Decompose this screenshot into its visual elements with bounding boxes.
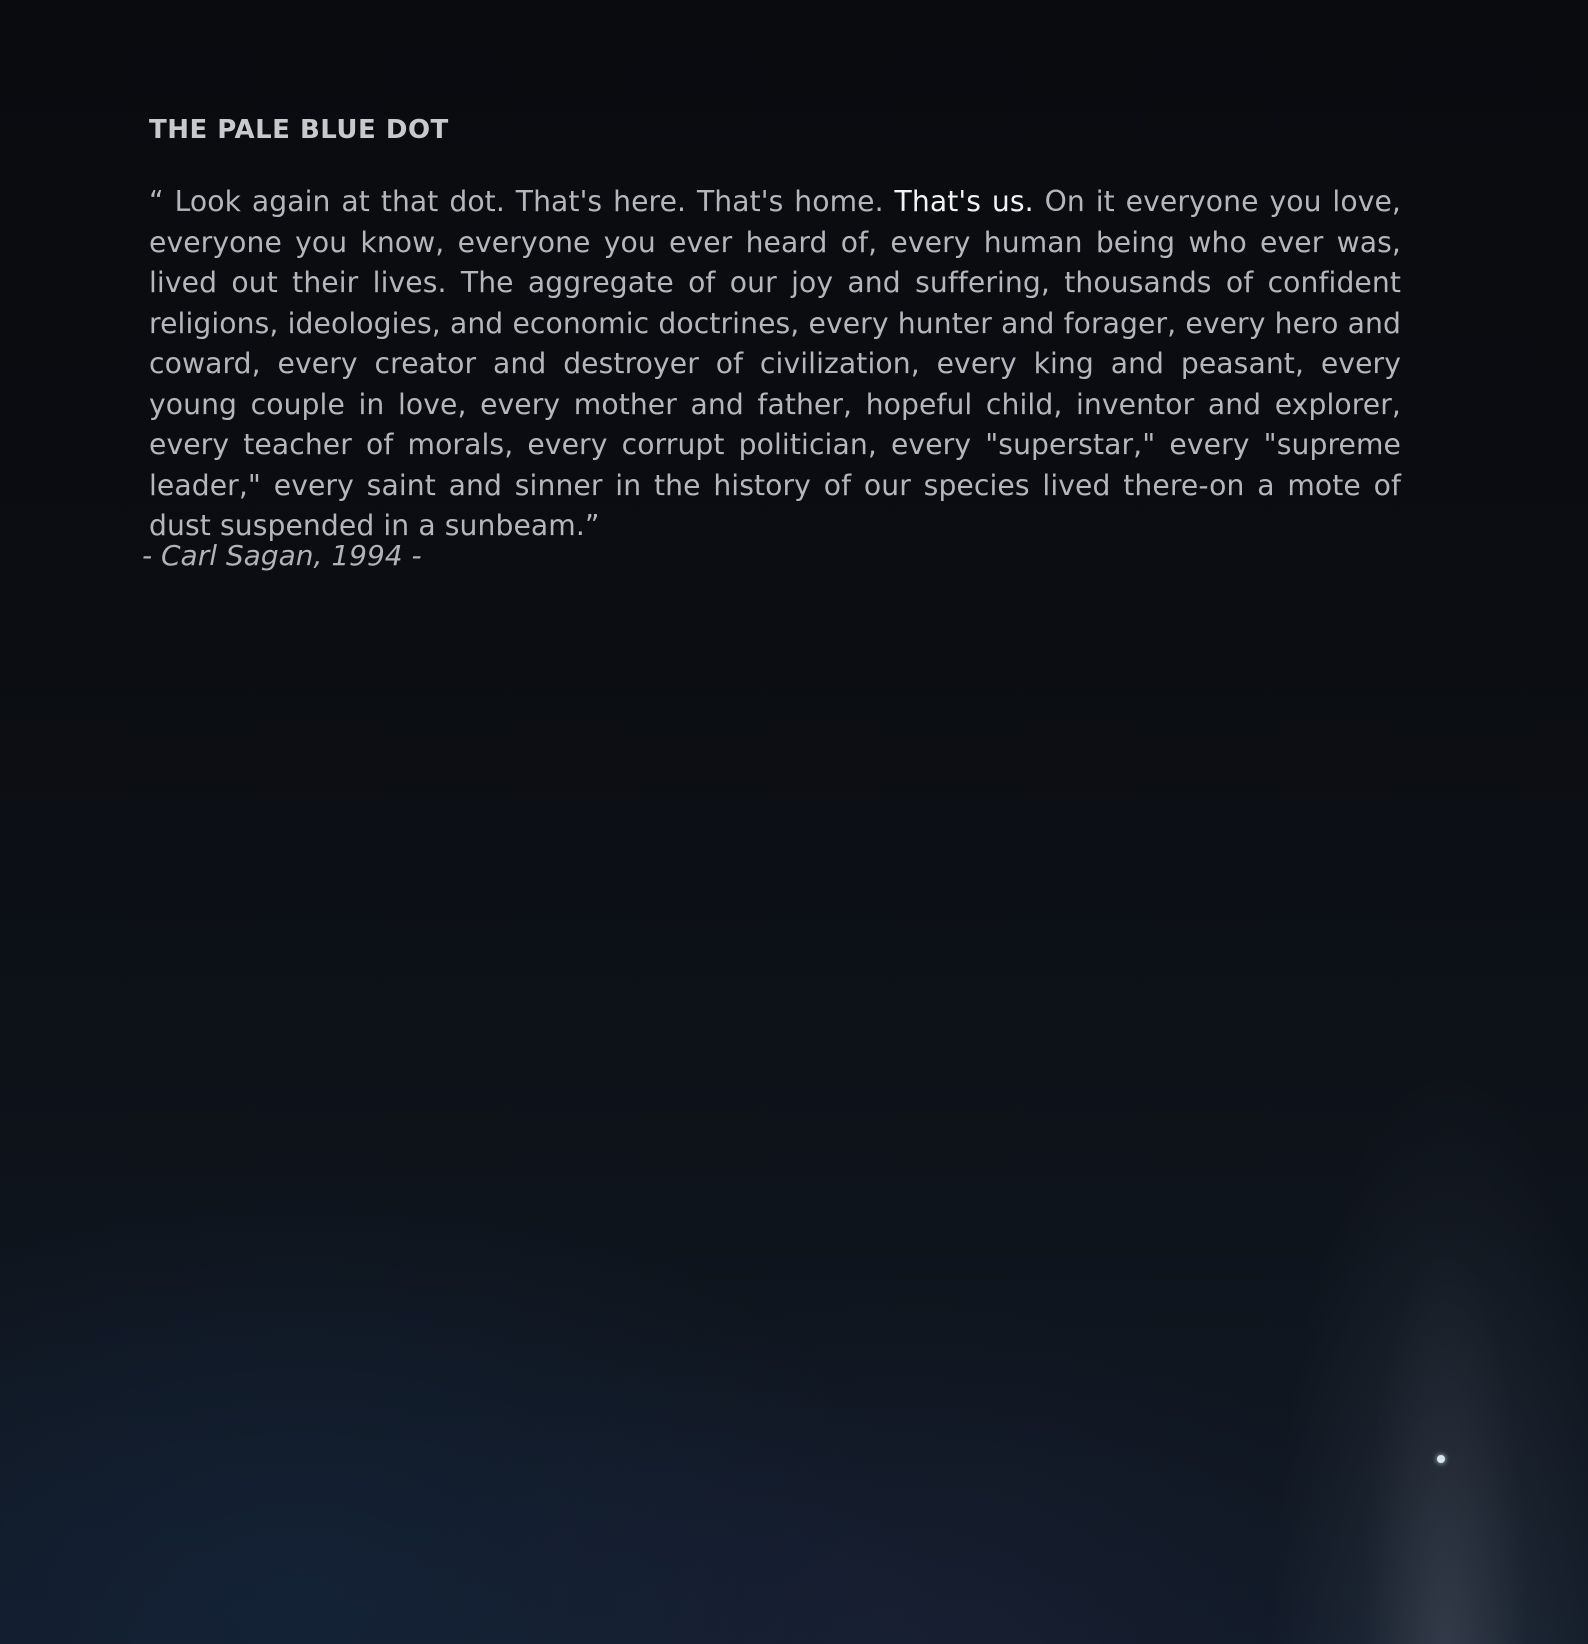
quote-text-end: On it everyone you love, everyone you know, everyone you ever heard of, every human being who ever was, lived out their lives. The aggregate of our joy and suffering, thousands of confident religions, ideologies, and economic doctrines, every hunter and forager, every hero and coward, every creator and destroyer of civilization, every king and peasant, every young couple in love, every mother and father, hopeful child, inventor and explorer, every teacher of morals, every corrupt politician, every "superstar," every "supreme leader," every saint and sinner in the history of our species lived there-on a mote of dust suspended in a sunbeam.” — [149, 185, 1401, 542]
pale-blue-dot — [1437, 1455, 1445, 1463]
quote-emphasis: That's us. — [894, 185, 1034, 218]
page-title: THE PALE BLUE DOT — [149, 115, 449, 145]
quote-text — [149, 182, 1401, 547]
quote-section — [149, 110, 1401, 547]
quote-text-start: “ Look again at that dot. That's here. That's home. — [149, 185, 895, 218]
quote-attribution: - Carl Sagan, 1994 - — [142, 539, 422, 572]
